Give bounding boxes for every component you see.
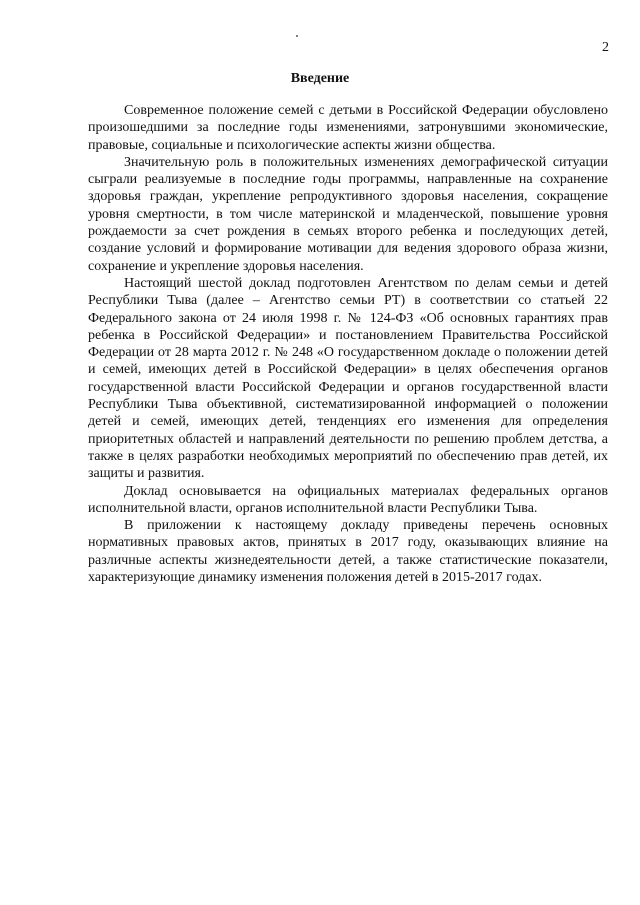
paragraph-4: Доклад основывается на официальных материалах федеральных органов исполнительной власти, органов исполнительной власти Республики Тыва. (88, 483, 608, 516)
paragraph-1: Современное положение семей с детьми в Российской Федерации обусловлено произошедшими за последние годы изменениями, затронувшими экономические, правовые, социальные и психологические аспекты жизни общества. (88, 103, 608, 153)
paragraph-2: Значительную роль в положительных изменениях демографической ситуации сыграли реализуемые в последние годы программы, направленные на сохранение здоровья граждан, укрепление репродуктивного здоровья населения, сокращение уровня смертности, в том числе материнской и младенческой, повышение уровня рождаемости за счет рождения в семьях второго ребенка и последующих детей, создание условий и формирование мотивации для ведения здорового образа жизни, сохранение и укрепление здоровья населения. (88, 154, 608, 274)
scan-artifact-dot (296, 35, 298, 37)
document-body (88, 102, 608, 586)
page-title: Введение (290, 71, 350, 86)
paragraph-5: В приложении к настоящему докладу приведены перечень основных нормативных правовых актов, принятых в 2017 году, оказывающих влияние на различные аспекты жизнедеятельности детей, а также статистические показатели, характеризующие динамику изменения положения детей в 2015-2017 годах. (88, 518, 608, 586)
page-number: 2 (602, 40, 609, 55)
paragraph-3: Настоящий шестой доклад подготовлен Агентством по делам семьи и детей Республики Тыва (далее – Агентство семьи РТ) в соответствии со статьей 22 Федерального закона от 24 июля 1998 г. № 124-ФЗ «Об основных гарантиях прав ребенка в Российской Федерации» и постановлением Правительства Российской Федерации от 28 марта 2012 г. № 248 «О государственном докладе о положении детей и семей, имеющих детей в Российской Федерации» в целях обеспечения органов государственной власти Российской Федерации и органов государственной власти Республики Тыва объективной, систематизированной информацией о положении детей и семей, имеющих детей, тенденциях его изменения для определения приоритетных областей и направлений деятельности по решению проблем детства, а также в целях разработки необходимых мероприятий по обеспечению прав детей, их защиты и развития. (88, 275, 608, 482)
